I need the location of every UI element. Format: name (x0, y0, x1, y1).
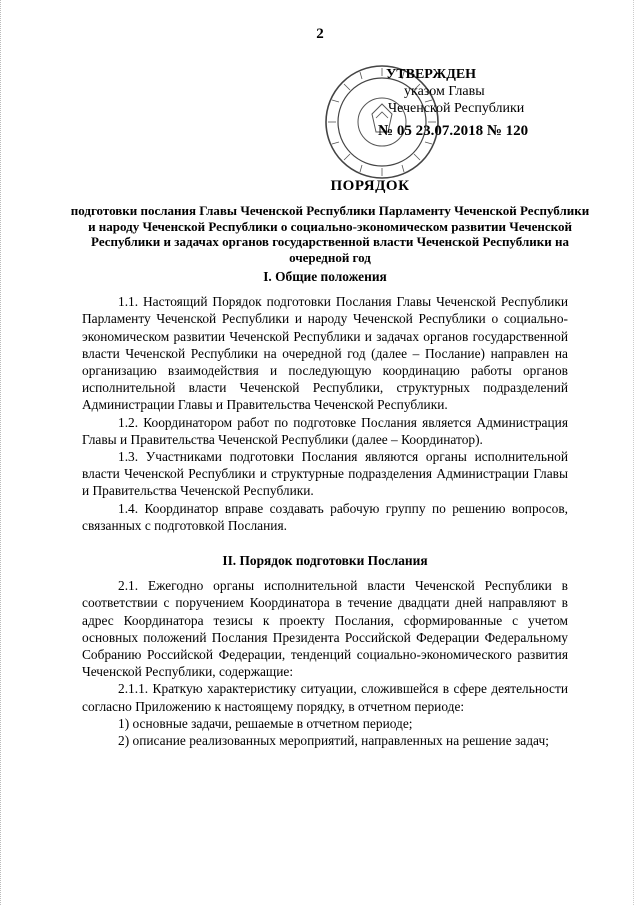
paragraph: 1.4. Координатор вправе создавать рабочую группу по решению вопросов, связанных с подготовкой Послания. (82, 500, 568, 533)
approval-heading: УТВЕРЖДЕН (386, 67, 477, 82)
scan-edge-right (630, 0, 634, 905)
paragraph: 2.1.1. Краткую характеристику ситуации, сложившейся в сфере деятельности согласно Приложению к настоящему порядку, в отчетном периоде: (82, 681, 568, 714)
approval-block (378, 66, 618, 140)
section-heading: II. Порядок подготовки Послания (222, 553, 428, 569)
approval-line: указом Главы (404, 84, 485, 99)
list-item: 1) основные задачи, решаемые в отчетном периоде; (118, 715, 413, 731)
paragraph: 2.1. Ежегодно органы исполнительной власти Чеченской Республики в соответствии с поручением Координатора в течение двадцати дней направляют в адрес Координатора тезисы к проекту Послания, сформированные с учетом основных положений Послания Президента Российской Федерации Федеральному Собранию Российской Федерации, тенденций социально-экономического развития Чеченской Республики, содержащие: (82, 578, 568, 680)
section-heading: I. Общие положения (263, 269, 387, 284)
list-item: 2) описание реализованных мероприятий, направленных на решение задач; (118, 733, 549, 749)
approval-line: Чеченской Республики (388, 101, 525, 116)
approval-number: № 05 23.07.2018 № 120 (378, 123, 529, 139)
scan-edge-left (0, 0, 5, 905)
paragraph: 1.3. Участниками подготовки Послания являются органы исполнительной власти Чеченской Республики и структурные подразделения Администрации Главы и Правительства Чеченской Республики. (82, 449, 568, 499)
page-number: 2 (316, 26, 324, 42)
document-title-block (70, 178, 590, 265)
document-body (82, 268, 568, 749)
paragraph: 1.2. Координатором работ по подготовке Послания является Администрация Главы и Правительства Чеченской Республики (далее – Координатор). (82, 414, 568, 447)
document-subtitle: подготовки послания Главы Чеченской Республики Парламенту Чеченской Республики и народу Чеченской Республики о социально-экономическом развитии Чеченской Республики и задачах органов государственной власти Чеченской Республики на очередной год (70, 203, 590, 265)
document-title: ПОРЯДОК (330, 178, 410, 194)
paragraph: 1.1. Настоящий Порядок подготовки Послания Главы Чеченской Республики Парламенту Чеченской Республики и народу Чеченской Республики о социально-экономическом развитии Чеченской Республики и задачах органов государственной власти Чеченской Республики на очередной год (далее – Послание) направлен на организацию взаимодействия и последующую координацию работы органов исполнительной власти Чеченской Республики, структурных подразделений Администрации Главы и Правительства Чеченской Республики. (82, 294, 568, 413)
